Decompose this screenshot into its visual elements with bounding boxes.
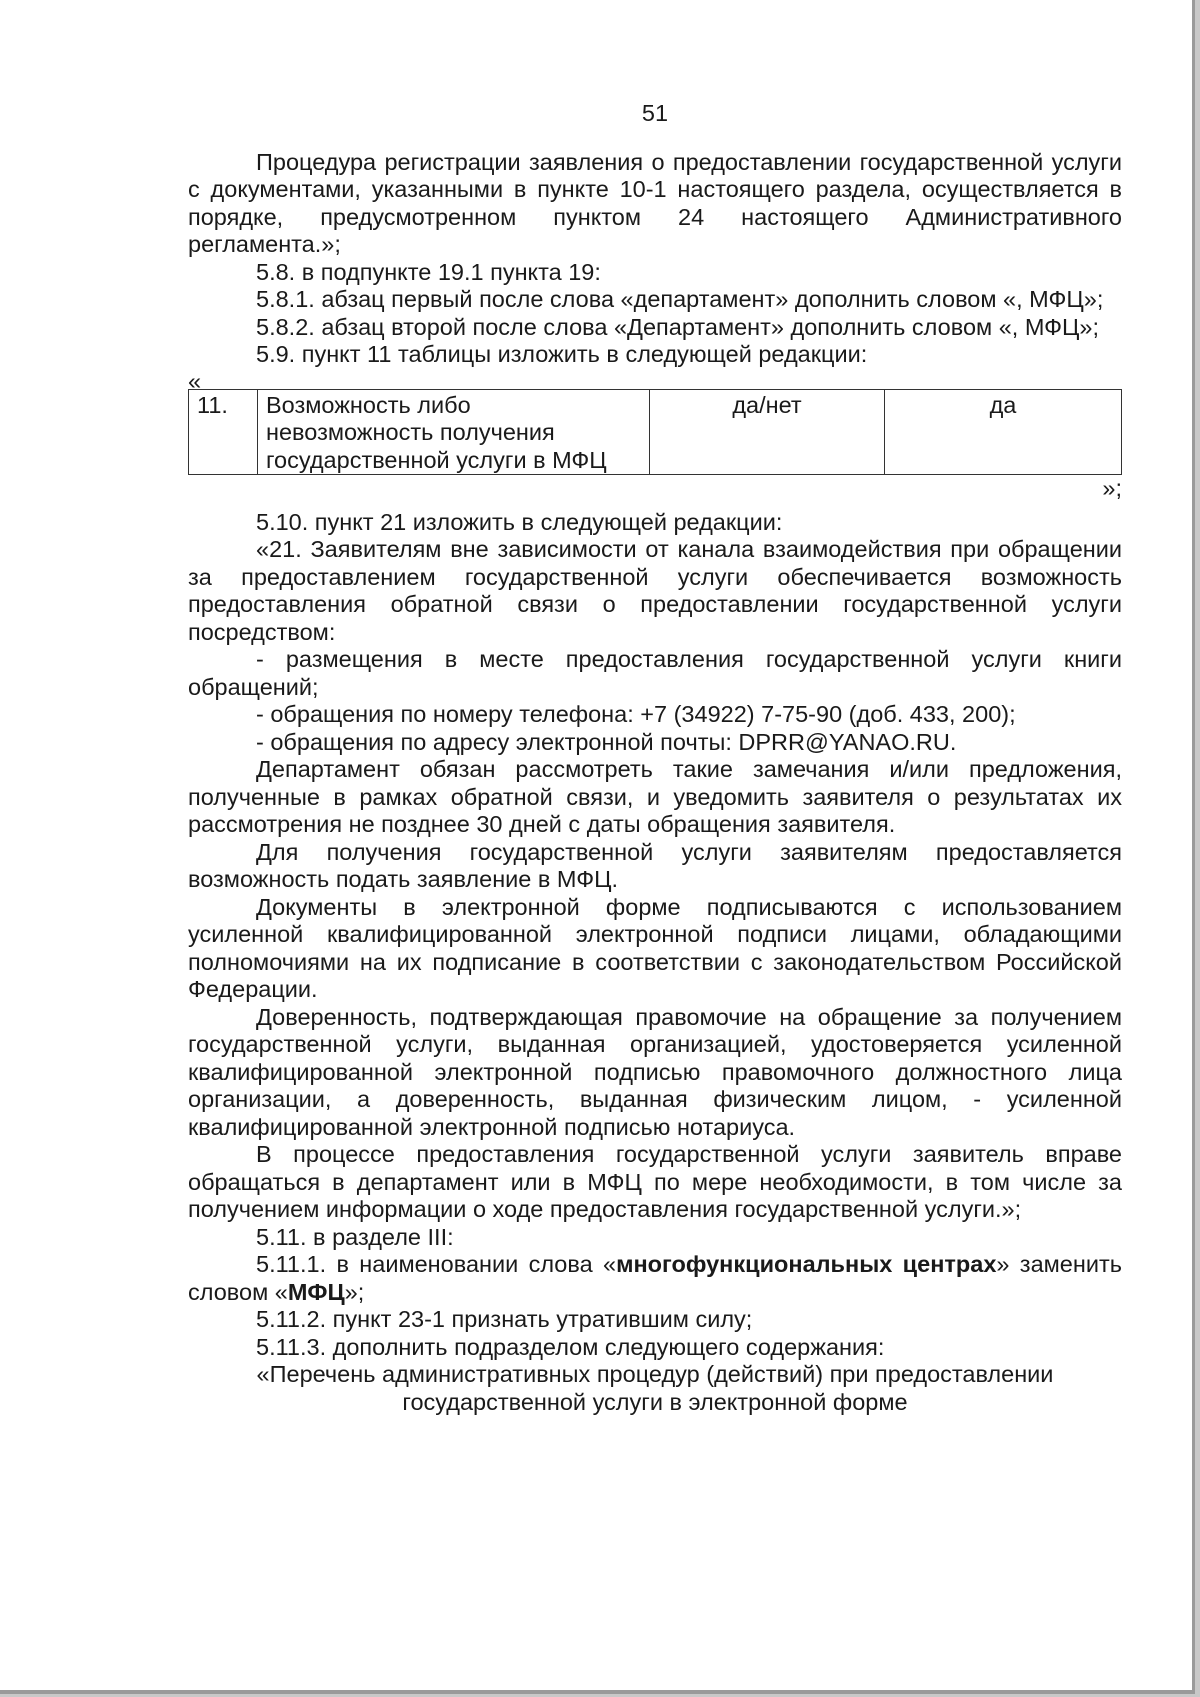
table-cell-options: да/нет (650, 389, 885, 475)
table-close-quote: »; (1102, 475, 1122, 501)
item-5-11-2: 5.11.2. пункт 23-1 признать утратившим силу; (256, 1306, 753, 1332)
subsection-heading-line-2: государственной услуги в электронной форме (402, 1388, 908, 1415)
paragraph-mfc-application: Для получения государственной услуги заявителям предоставляется возможность подать заявление в МФЦ. (188, 838, 1122, 892)
subsection-heading-line-1: «Перечень административных процедур (действий) при предоставлении (256, 1361, 1054, 1387)
paragraph-applicant-rights: В процессе предоставления государственной услуги заявитель вправе обращаться в департамент или в МФЦ по мере необходимости, в том числе за получением информации о ходе предоставления государственной услуги.»; (188, 1141, 1122, 1222)
item-5-11-1-bold-old-term: многофункциональных центрах (616, 1251, 997, 1277)
point-21-bullet-email: - обращения по адресу электронной почты: DPRR@YANAO.RU. (256, 728, 957, 755)
service-table (188, 389, 1122, 476)
item-5-8-2: 5.8.2. абзац второй после слова «Департамент» дополнить словом «, МФЦ»; (256, 313, 1099, 340)
item-5-11-1-prefix: 5.11.1. в наименовании слова « (256, 1251, 617, 1277)
item-5-11-3: 5.11.3. дополнить подразделом следующего содержания: (256, 1333, 885, 1360)
item-5-11-1-middle: » заменить словом « (188, 1251, 1122, 1305)
paragraph-electronic-signature: Документы в электронной форме подписываются с использованием усиленной квалифицированной электронной подписи лицами, обладающими полномочиями на их подписание в соответствии с законодательством Российской Федерации. (188, 893, 1122, 1002)
item-5-8: 5.8. в подпункте 19.1 пункта 19: (256, 258, 601, 285)
item-5-10: 5.10. пункт 21 изложить в следующей редакции: (256, 508, 783, 535)
item-5-9: 5.9. пункт 11 таблицы изложить в следующей редакции: (256, 341, 868, 367)
table-cell-description: Возможность либо невозможность получения государственной услуги в МФЦ (258, 389, 650, 475)
item-5-11-1-suffix: »; (344, 1278, 365, 1305)
table-row (189, 389, 1122, 475)
paragraph-power-of-attorney: Доверенность, подтверждающая правомочие на обращение за получением государственной услуги, выданная организацией, удостоверяется усиленной квалифицированной электронной подписью правомочного должностного лица организации, а доверенность, выданная физическим лицом, - усиленной квалифицированной электронной подписью нотариуса. (188, 1003, 1122, 1140)
paragraph-registration-procedure: Процедура регистрации заявления о предоставлении государственной услуги с документами, указанными в пункте 10-1 настоящего раздела, осуществляется в порядке, предусмотренном пунктом 24 настоящего Административного регламента.»; (188, 148, 1122, 257)
page-number: 51 (641, 100, 669, 126)
item-5-11: 5.11. в разделе III: (256, 1223, 454, 1250)
table-cell-number: 11. (189, 389, 258, 475)
point-21-bullet-book: - размещения в месте предоставления государственной услуги книги обращений; (188, 646, 1122, 700)
paragraph-department-obliged: Департамент обязан рассмотреть такие замечания и/или предложения, полученные в рамках обратной связи, и уведомить заявителя о результатах их рассмотрения не позднее 30 дней с даты обращения заявителя. (188, 756, 1122, 837)
item-5-11-1 (188, 1251, 1122, 1306)
document-body (188, 100, 1122, 1416)
point-21-bullet-phone: - обращения по номеру телефона: +7 (34922) 7-75-90 (доб. 433, 200); (256, 701, 1016, 727)
item-5-8-1: 5.8.1. абзац первый после слова «департамент» дополнить словом «, МФЦ»; (256, 286, 1104, 312)
table-cell-value: да (885, 389, 1122, 475)
table-open-quote: « (188, 367, 202, 394)
item-5-11-1-bold-new-term: МФЦ (287, 1278, 345, 1305)
point-21-intro: «21. Заявителям вне зависимости от канала взаимодействия при обращении за предоставлением государственной услуги обеспечивается возможность предоставления обратной связи о предоставлении государственной услуги посредством: (188, 536, 1122, 645)
